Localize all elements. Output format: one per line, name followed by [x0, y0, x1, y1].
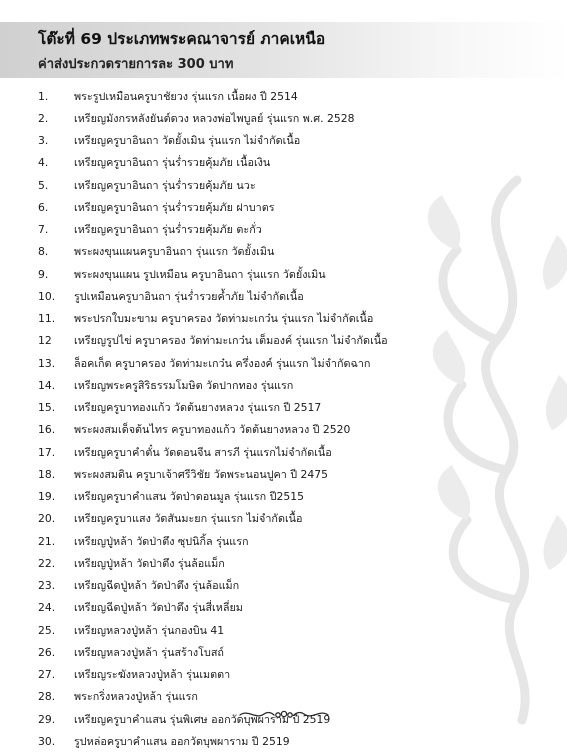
item-number: 17.: [38, 445, 56, 459]
item-number: 14.: [38, 378, 56, 392]
item-number: 24.: [38, 601, 56, 615]
item-text: เหรียญครูบาอินถา รุ่นร่ำรวยคุ้มภัย นวะ: [74, 178, 256, 192]
item-number: 21.: [38, 534, 56, 548]
list-item: [38, 530, 388, 552]
list-item: [38, 730, 388, 752]
item-number: 12: [38, 334, 52, 348]
item-text: เหรียญครูบาคำแสน วัดป่าดอนมูล รุ่นแรก ปี2515: [74, 490, 304, 504]
item-text: พระปรกใบมะขาม ครูบาครอง วัดท่ามะเกว๋น รุ่นแรก ไม่จำกัดเนื้อ: [74, 312, 374, 326]
list-item: [38, 686, 388, 708]
list-item: [38, 374, 388, 396]
list-item: [38, 641, 388, 663]
item-number: 1.: [38, 89, 49, 103]
item-text: เหรียญหลวงปู่หล้า รุ่นกองบิน 41: [74, 623, 225, 637]
item-text: พระผงสมดิน ครูบาเจ้าศรีวิชัย วัดพระนอนปูคา ปี 2475: [74, 467, 329, 481]
list-item: [38, 152, 388, 174]
item-number: 26.: [38, 645, 56, 659]
list-item: [38, 85, 388, 107]
list-item: [38, 619, 388, 641]
item-text: พระผงสมเด็จต้นไทร ครูบาทองแก้ว วัดต้นยางหลวง ปี 2520: [74, 423, 351, 437]
item-number: 23.: [38, 579, 56, 593]
item-text: เหรียญครูบาคำแสน รุ่นพิเศษ ออกวัดบุพผาราม ปี 2519: [74, 712, 331, 726]
list-item: [38, 486, 388, 508]
list-item: [38, 285, 388, 307]
item-text: พระผงขุนแผน รูปเหมือน ครูบาอินถา รุ่นแรก วัดยั้งเมิน: [74, 267, 326, 281]
item-number: 11.: [38, 312, 56, 326]
item-text: เหรียญครูบาอินถา รุ่นร่ำรวยคุ้มภัย ตะกั่ว: [74, 223, 262, 237]
list-item: [38, 330, 388, 352]
item-number: 18.: [38, 467, 56, 481]
list-item: [38, 708, 388, 730]
item-number: 9.: [38, 267, 49, 281]
footer-ornament-icon: [238, 706, 330, 722]
page-subtitle: ค่าส่งประกวดรายการละ 300 บาท: [38, 57, 234, 72]
item-text: เหรียญปู่หล้า วัดป่าตึง ซุปนิกิ้ล รุ่นแรก: [74, 534, 249, 548]
item-text: เหรียญมังกรหลังยันต์ดวง หลวงพ่อไพบูลย์ รุ่นแรก พ.ศ. 2528: [74, 111, 355, 125]
list-item: [38, 241, 388, 263]
list-item: [38, 107, 388, 129]
list-item: [38, 308, 388, 330]
item-text: รูปหล่อครูบาคำแสน ออกวัดบุพผาราม ปี 2519: [74, 734, 290, 748]
item-text: เหรียญฉีดปู่หล้า วัดป่าตึง รุ่นล้อแม็ก: [74, 579, 240, 593]
item-list: [38, 85, 388, 753]
list-item: [38, 597, 388, 619]
list-item: [38, 508, 388, 530]
item-number: 20.: [38, 512, 56, 526]
item-number: 4.: [38, 156, 49, 170]
item-number: 8.: [38, 245, 49, 259]
item-text: เหรียญครูบาอินถา วัดยั้งเมิน รุ่นแรก ไม่จำกัดเนื้อ: [74, 134, 301, 148]
list-item: [38, 174, 388, 196]
item-number: 15.: [38, 401, 56, 415]
item-number: 7.: [38, 223, 49, 237]
item-number: 10.: [38, 289, 56, 303]
item-text: เหรียญครูบาอินถา รุ่นร่ำรวยคุ้มภัย ฝาบาตร: [74, 200, 275, 214]
list-item: [38, 397, 388, 419]
list-item: [38, 664, 388, 686]
list-item: [38, 263, 388, 285]
item-number: 6.: [38, 200, 49, 214]
item-text: เหรียญรูปไข่ ครูบาครอง วัดท่ามะเกว๋น เต็มองค์ รุ่นแรก ไม่จำกัดเนื้อ: [74, 334, 388, 348]
item-number: 3.: [38, 134, 49, 148]
list-item: [38, 463, 388, 485]
item-number: 16.: [38, 423, 56, 437]
item-text: เหรียญครูบาอินถา รุ่นร่ำรวยคุ้มภัย เนื้อเงิน: [74, 156, 271, 170]
list-item: [38, 219, 388, 241]
item-text: เหรียญครูบาทองแก้ว วัดต้นยางหลวง รุ่นแรก ปี 2517: [74, 401, 322, 415]
item-text: พระกริ่งหลวงปู่หล้า รุ่นแรก: [74, 690, 198, 704]
item-number: 30.: [38, 734, 56, 748]
item-number: 29.: [38, 712, 56, 726]
item-text: รูปเหมือนครูบาอินถา รุ่นร่ำรวยค้ำภัย ไม่จำกัดเนื้อ: [74, 289, 304, 303]
list-item: [38, 352, 388, 374]
item-number: 28.: [38, 690, 56, 704]
item-number: 2.: [38, 111, 49, 125]
item-number: 19.: [38, 490, 56, 504]
item-number: 25.: [38, 623, 56, 637]
list-item: [38, 552, 388, 574]
item-number: 22.: [38, 556, 56, 570]
list-item: [38, 196, 388, 218]
item-number: 13.: [38, 356, 56, 370]
item-text: เหรียญพระครูสิริธรรมโมษิต วัดปากทอง รุ่นแรก: [74, 378, 294, 392]
list-item: [38, 130, 388, 152]
item-text: เหรียญระฆังหลวงปู่หล้า รุ่นเมตตา: [74, 668, 231, 682]
item-text: พระผงขุนแผนครูบาอินถา รุ่นแรก วัดยั้งเมิน: [74, 245, 275, 259]
list-item: [38, 575, 388, 597]
list-item: [38, 419, 388, 441]
item-text: เหรียญครูบาแสง วัดสันมะยก รุ่นแรก ไม่จำกัดเนื้อ: [74, 512, 303, 526]
item-number: 27.: [38, 668, 56, 682]
item-number: 5.: [38, 178, 49, 192]
item-text: เหรียญปู่หล้า วัดป่าตึง รุ่นล้อแม็ก: [74, 556, 225, 570]
item-text: เหรียญฉีดปู่หล้า วัดป่าตึง รุ่นสี่เหลี่ยม: [74, 601, 243, 615]
list-item: [38, 441, 388, 463]
page-title: โต๊ะที่ 69 ประเภทพระคณาจารย์ ภาคเหนือ: [38, 30, 326, 48]
item-text: เหรียญครูบาคำตั๋น วัดดอนจีน สารภี รุ่นแรกไม่จำกัดเนื้อ: [74, 445, 332, 459]
item-text: พระรูปเหมือนครูบาชัยวง รุ่นแรก เนื้อผง ปี 2514: [74, 89, 298, 103]
item-text: ล็อคเก็ต ครูบาครอง วัดท่ามะเกว๋น ครึ่งองค์ รุ่นแรก ไม่จำกัดฉาก: [74, 356, 371, 370]
item-text: เหรียญหลวงปู่หล้า รุ่นสร้างโบสถ์: [74, 645, 224, 659]
floral-ornament-icon: [397, 170, 567, 730]
